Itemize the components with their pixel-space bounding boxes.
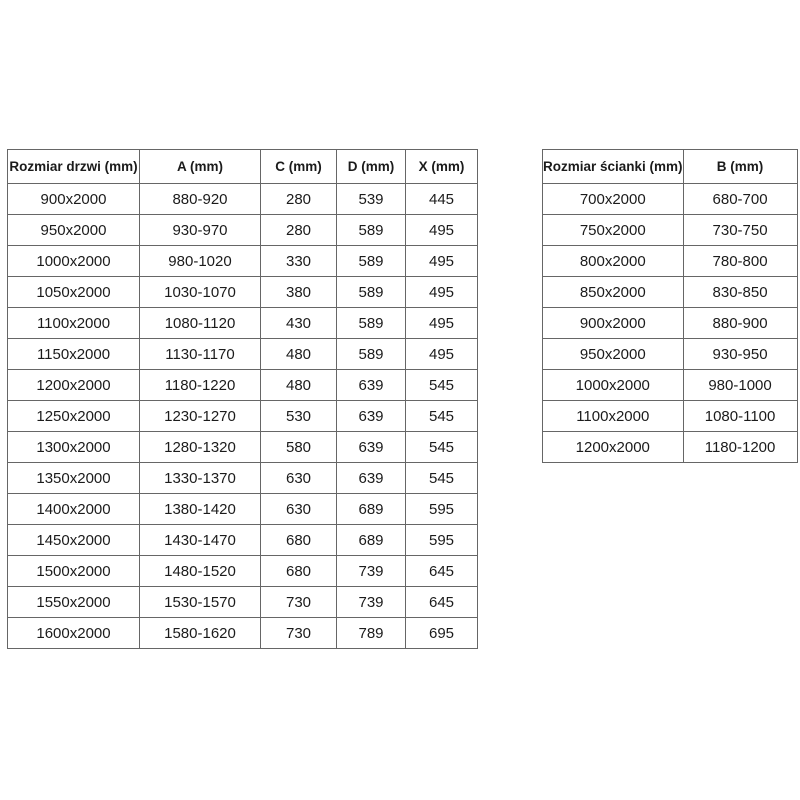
- table-row: [8, 525, 478, 556]
- table-cell: 645: [406, 587, 478, 618]
- table-cell: 1130-1170: [140, 339, 261, 370]
- table-cell: 950x2000: [543, 339, 684, 370]
- column-header: Rozmiar ścianki (mm): [543, 150, 684, 184]
- table-cell: 1400x2000: [8, 494, 140, 525]
- table-row: [8, 587, 478, 618]
- table-cell: 595: [406, 525, 478, 556]
- table-cell: 1280-1320: [140, 432, 261, 463]
- table-row: [8, 432, 478, 463]
- table-row: [8, 277, 478, 308]
- table-cell: 880-900: [683, 308, 797, 339]
- table-cell: 1180-1200: [683, 432, 797, 463]
- table-cell: 480: [261, 339, 337, 370]
- table-cell: 800x2000: [543, 246, 684, 277]
- table-cell: 589: [337, 277, 406, 308]
- table-cell: 280: [261, 184, 337, 215]
- table-cell: 689: [337, 494, 406, 525]
- table-cell: 1000x2000: [543, 370, 684, 401]
- table-row: [543, 308, 798, 339]
- table-cell: 530: [261, 401, 337, 432]
- wall-table-body: [543, 184, 798, 463]
- table-cell: 495: [406, 277, 478, 308]
- table-cell: 495: [406, 339, 478, 370]
- table-cell: 1580-1620: [140, 618, 261, 649]
- table-cell: 589: [337, 339, 406, 370]
- table-cell: 589: [337, 308, 406, 339]
- table-cell: 639: [337, 463, 406, 494]
- table-cell: 639: [337, 401, 406, 432]
- table-row: [8, 494, 478, 525]
- column-header: A (mm): [140, 150, 261, 184]
- table-cell: 630: [261, 463, 337, 494]
- table-row: [543, 215, 798, 246]
- table-cell: 630: [261, 494, 337, 525]
- table-row: [543, 401, 798, 432]
- table-cell: 1600x2000: [8, 618, 140, 649]
- table-row: [8, 339, 478, 370]
- table-cell: 589: [337, 215, 406, 246]
- table-cell: 1500x2000: [8, 556, 140, 587]
- table-row: [8, 370, 478, 401]
- table-cell: 445: [406, 184, 478, 215]
- table-cell: 1000x2000: [8, 246, 140, 277]
- table-cell: 1450x2000: [8, 525, 140, 556]
- table-cell: 430: [261, 308, 337, 339]
- table-cell: 645: [406, 556, 478, 587]
- table-cell: 480: [261, 370, 337, 401]
- table-cell: 539: [337, 184, 406, 215]
- table-cell: 730: [261, 618, 337, 649]
- table-cell: 639: [337, 370, 406, 401]
- table-row: [8, 215, 478, 246]
- column-header: C (mm): [261, 150, 337, 184]
- table-cell: 1100x2000: [8, 308, 140, 339]
- table-cell: 1350x2000: [8, 463, 140, 494]
- table-cell: 1380-1420: [140, 494, 261, 525]
- column-header: X (mm): [406, 150, 478, 184]
- door-dimensions-table: [7, 149, 478, 649]
- table-cell: 1550x2000: [8, 587, 140, 618]
- table-cell: 700x2000: [543, 184, 684, 215]
- table-cell: 695: [406, 618, 478, 649]
- table-row: [8, 463, 478, 494]
- table-row: [543, 277, 798, 308]
- table-row: [543, 339, 798, 370]
- table-cell: 1180-1220: [140, 370, 261, 401]
- table-cell: 545: [406, 432, 478, 463]
- table-cell: 1430-1470: [140, 525, 261, 556]
- table-cell: 545: [406, 463, 478, 494]
- table-row: [8, 246, 478, 277]
- table-cell: 689: [337, 525, 406, 556]
- column-header: Rozmiar drzwi (mm): [8, 150, 140, 184]
- table-row: [543, 246, 798, 277]
- table-cell: 980-1000: [683, 370, 797, 401]
- table-cell: 380: [261, 277, 337, 308]
- table-cell: 330: [261, 246, 337, 277]
- table-cell: 1530-1570: [140, 587, 261, 618]
- table-cell: 789: [337, 618, 406, 649]
- table-cell: 730-750: [683, 215, 797, 246]
- table-row: [543, 432, 798, 463]
- table-cell: 930-950: [683, 339, 797, 370]
- table-cell: 880-920: [140, 184, 261, 215]
- table-cell: 1480-1520: [140, 556, 261, 587]
- table-cell: 900x2000: [8, 184, 140, 215]
- table-cell: 1200x2000: [8, 370, 140, 401]
- table-row: [8, 556, 478, 587]
- door-table-body: [8, 184, 478, 649]
- table-cell: 280: [261, 215, 337, 246]
- table-cell: 680-700: [683, 184, 797, 215]
- table-cell: 850x2000: [543, 277, 684, 308]
- column-header: B (mm): [683, 150, 797, 184]
- table-cell: 1230-1270: [140, 401, 261, 432]
- table-cell: 1250x2000: [8, 401, 140, 432]
- table-cell: 495: [406, 308, 478, 339]
- wall-table-header: [543, 150, 798, 184]
- table-cell: 980-1020: [140, 246, 261, 277]
- door-table-header: [8, 150, 478, 184]
- table-cell: 545: [406, 401, 478, 432]
- header-row: [543, 150, 798, 184]
- column-header: D (mm): [337, 150, 406, 184]
- table-row: [8, 184, 478, 215]
- table-cell: 589: [337, 246, 406, 277]
- table-cell: 495: [406, 215, 478, 246]
- table-cell: 780-800: [683, 246, 797, 277]
- table-cell: 739: [337, 587, 406, 618]
- table-cell: 495: [406, 246, 478, 277]
- table-cell: 1050x2000: [8, 277, 140, 308]
- table-cell: 1300x2000: [8, 432, 140, 463]
- header-row: [8, 150, 478, 184]
- table-cell: 1030-1070: [140, 277, 261, 308]
- table-cell: 680: [261, 556, 337, 587]
- table-cell: 930-970: [140, 215, 261, 246]
- table-cell: 739: [337, 556, 406, 587]
- table-cell: 1330-1370: [140, 463, 261, 494]
- table-cell: 595: [406, 494, 478, 525]
- table-cell: 1150x2000: [8, 339, 140, 370]
- table-cell: 680: [261, 525, 337, 556]
- table-cell: 1080-1100: [683, 401, 797, 432]
- table-cell: 580: [261, 432, 337, 463]
- table-row: [8, 618, 478, 649]
- table-cell: 1200x2000: [543, 432, 684, 463]
- table-cell: 950x2000: [8, 215, 140, 246]
- table-cell: 830-850: [683, 277, 797, 308]
- table-cell: 545: [406, 370, 478, 401]
- table-row: [543, 184, 798, 215]
- table-row: [8, 308, 478, 339]
- table-cell: 639: [337, 432, 406, 463]
- table-row: [8, 401, 478, 432]
- table-cell: 900x2000: [543, 308, 684, 339]
- table-cell: 730: [261, 587, 337, 618]
- table-cell: 750x2000: [543, 215, 684, 246]
- table-row: [543, 370, 798, 401]
- wall-dimensions-table: [542, 149, 798, 463]
- table-cell: 1100x2000: [543, 401, 684, 432]
- table-cell: 1080-1120: [140, 308, 261, 339]
